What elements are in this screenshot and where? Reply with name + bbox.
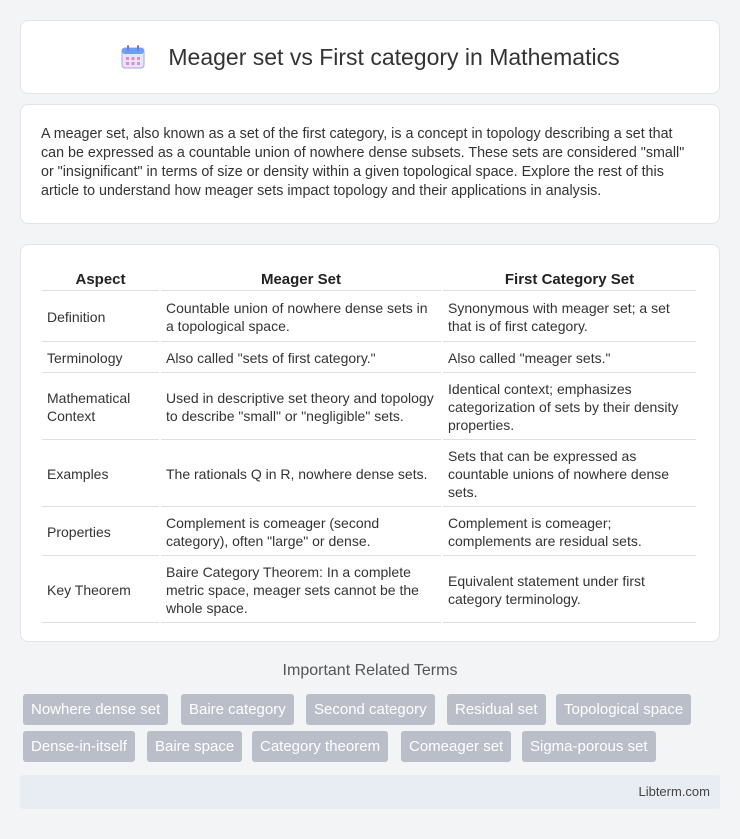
table-row <box>42 344 696 373</box>
page-title: Meager set vs First category in Mathematics <box>168 43 620 70</box>
calendar-icon <box>120 44 146 70</box>
row-first-category: Identical context; emphasizes categorization of sets by their density properties. <box>443 375 696 440</box>
tag-category-theorem[interactable]: Category theorem <box>252 731 388 762</box>
tag-residual-set[interactable]: Residual set <box>447 694 546 725</box>
row-aspect: Key Theorem <box>42 558 159 623</box>
row-first-category: Also called "meager sets." <box>443 344 696 373</box>
comparison-table <box>40 265 698 625</box>
table-header-row <box>42 267 696 291</box>
tag-topological-space[interactable]: Topological space <box>556 694 691 725</box>
row-first-category: Synonymous with meager set; a set that is of first category. <box>443 293 696 342</box>
row-meager: The rationals Q in R, nowhere dense sets. <box>161 442 441 507</box>
row-first-category: Equivalent statement under first category terminology. <box>443 558 696 623</box>
header-first-category-set: First Category Set <box>443 267 696 291</box>
tag-second-category[interactable]: Second category <box>306 694 435 725</box>
title-card <box>20 20 720 94</box>
row-meager: Complement is comeager (second category), often "large" or dense. <box>161 509 441 556</box>
footer <box>20 775 720 809</box>
row-meager: Used in descriptive set theory and topology to describe "small" or "negligible" sets. <box>161 375 441 440</box>
intro-text: A meager set, also known as a set of the first category, is a concept in topology describing a set that can be expressed as a countable union of nowhere dense subsets. These sets are considered "small" or "insignificant" in terms of size or density within a given topological space. Explore the rest of this article to understand how meager sets impact topology and their applications in analysis. <box>41 126 685 199</box>
table-row <box>42 375 696 440</box>
row-first-category: Complement is comeager; complements are residual sets. <box>443 509 696 556</box>
row-aspect: Terminology <box>42 344 159 373</box>
row-meager: Also called "sets of first category." <box>161 344 441 373</box>
related-terms-title: Important Related Terms <box>282 662 458 679</box>
table-row <box>42 558 696 623</box>
comparison-card <box>20 244 720 642</box>
tag-comeager-set[interactable]: Comeager set <box>401 731 511 762</box>
tag-baire-category[interactable]: Baire category <box>181 694 294 725</box>
row-meager: Baire Category Theorem: In a complete metric space, meager sets cannot be the whole space. <box>161 558 441 623</box>
row-first-category: Sets that can be expressed as countable unions of nowhere dense sets. <box>443 442 696 507</box>
table-row <box>42 293 696 342</box>
tag-sigma-porous-set[interactable]: Sigma-porous set <box>522 731 656 762</box>
tag-nowhere-dense-set[interactable]: Nowhere dense set <box>23 694 168 725</box>
row-aspect: Mathematical Context <box>42 375 159 440</box>
row-aspect: Examples <box>42 442 159 507</box>
table-row <box>42 442 696 507</box>
row-meager: Countable union of nowhere dense sets in a topological space. <box>161 293 441 342</box>
tag-dense-in-itself[interactable]: Dense-in-itself <box>23 731 135 762</box>
table-row <box>42 509 696 556</box>
footer-site-link[interactable]: Libterm.com <box>638 784 710 799</box>
header-meager-set: Meager Set <box>161 267 441 291</box>
header-aspect: Aspect <box>42 267 159 291</box>
row-aspect: Properties <box>42 509 159 556</box>
row-aspect: Definition <box>42 293 159 342</box>
tag-baire-space[interactable]: Baire space <box>147 731 242 762</box>
intro-card <box>20 104 720 224</box>
